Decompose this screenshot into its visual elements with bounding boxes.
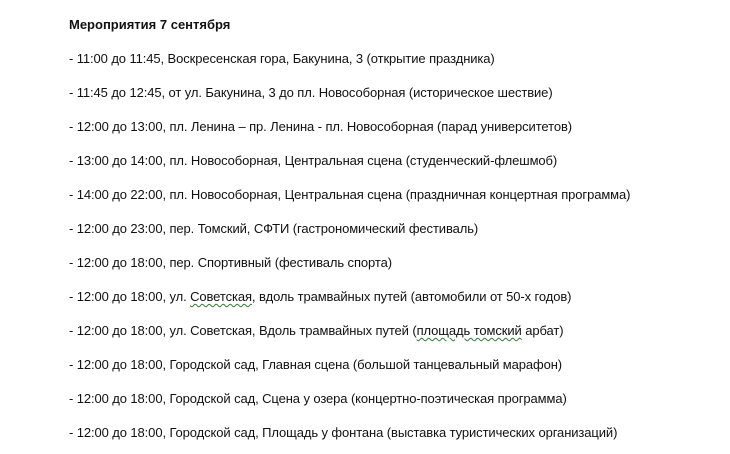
event-item: - 11:45 до 12:45, от ул. Бакунина, 3 до пл. Новособорная (историческое шествие): [69, 85, 553, 100]
event-item: - 12:00 до 18:00, пер. Спортивный (фестиваль спорта): [69, 255, 392, 270]
event-item: - 12:00 до 23:00, пер. Томский, СФТИ (гастрономический фестиваль): [69, 221, 479, 236]
spellcheck-flagged-word: площадь томский: [416, 323, 522, 338]
event-item: - 14:00 до 22:00, пл. Новособорная, Центральная сцена (праздничная концертная программа): [69, 187, 631, 202]
spellcheck-flagged-word: Советская: [190, 289, 252, 304]
event-text-segment: арбат): [521, 323, 564, 338]
event-text-segment: , вдоль трамвайных путей (автомобили от 50-х годов): [251, 289, 572, 304]
event-text-segment: - 12:00 до 18:00, ул. Советская, Вдоль трамвайных путей (: [69, 323, 417, 338]
event-list: [69, 49, 724, 443]
document-body: [69, 15, 724, 443]
event-item: - 11:00 до 11:45, Воскресенская гора, Бакунина, 3 (открытие праздника): [69, 51, 495, 66]
event-item: [69, 321, 724, 341]
event-item: [69, 287, 724, 307]
event-text-segment: - 12:00 до 18:00, ул.: [69, 289, 191, 304]
event-item: - 12:00 до 18:00, Городской сад, Главная сцена (большой танцевальный марафон): [69, 357, 563, 372]
event-item: - 12:00 до 18:00, Городской сад, Сцена у озера (концертно-поэтическая программа): [69, 391, 567, 406]
event-item: - 13:00 до 14:00, пл. Новособорная, Центральная сцена (студенческий-флешмоб): [69, 153, 558, 168]
event-item: - 12:00 до 18:00, Городской сад, Площадь у фонтана (выставка туристических организаций): [69, 425, 618, 440]
event-item: - 12:00 до 13:00, пл. Ленина – пр. Ленина - пл. Новособорная (парад университетов): [69, 119, 572, 134]
page-title: Мероприятия 7 сентября: [69, 17, 231, 32]
